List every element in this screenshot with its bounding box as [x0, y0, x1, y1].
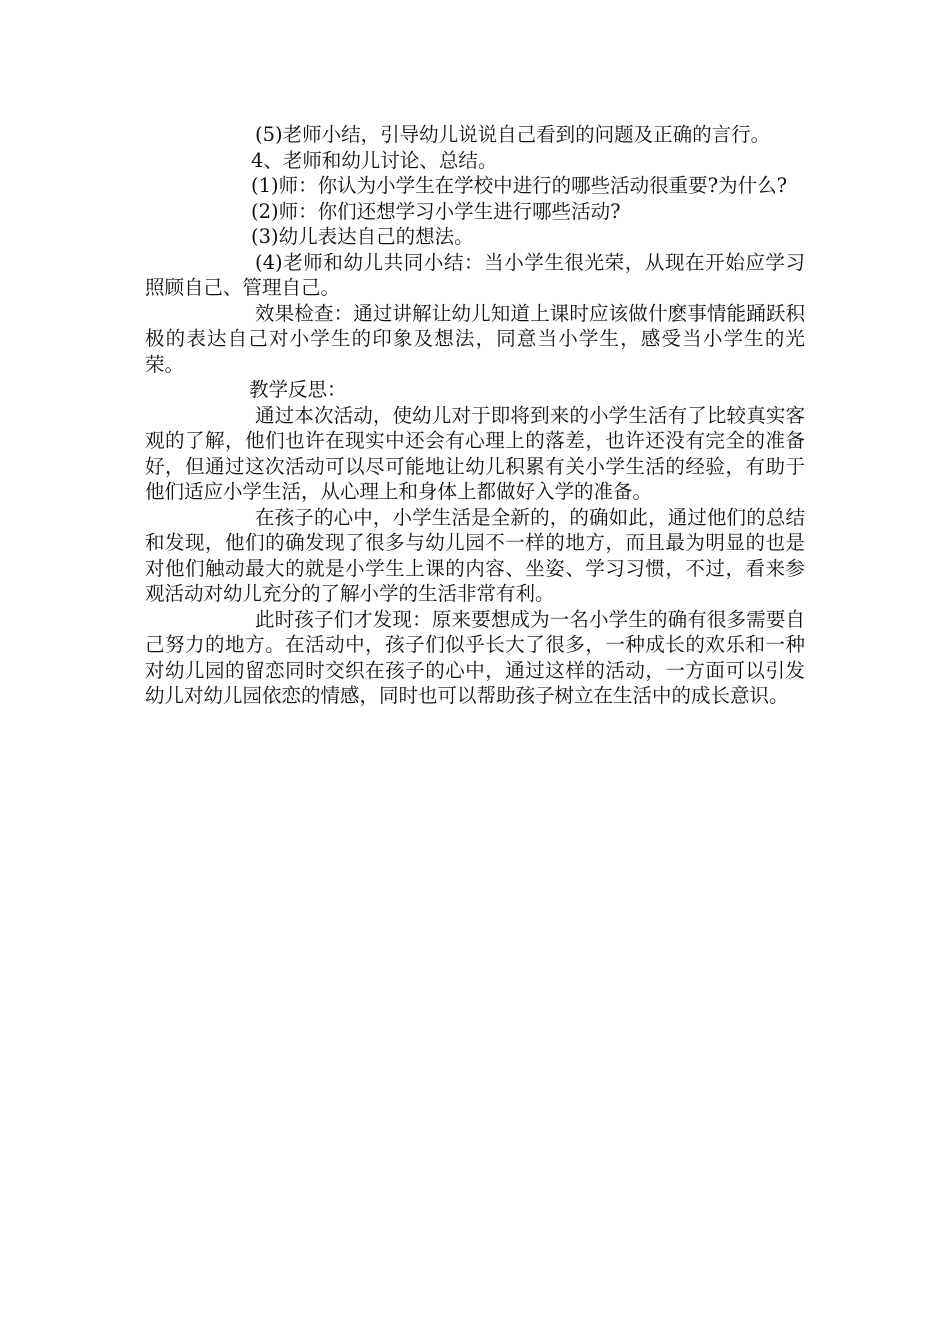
paragraph-children-express-3: (3)幼儿表达自己的想法。: [251, 225, 474, 248]
document-body: [145, 122, 805, 709]
paragraph-reflection-3: 此时孩子们才发现：原来要想成为一名小学生的确有很多需要自己努力的地方。在活动中，孩子们似乎长大了很多，一种成长的欢乐和一种对幼儿园的留恋同时交织在孩子的心中，通过这样的活动，一方面可以引发幼儿对幼儿园依恋的情感，同时也可以帮助孩子树立在生活中的成长意识。: [145, 607, 805, 707]
paragraph-reflection-2: 在孩子的心中，小学生活是全新的，的确如此，通过他们的总结和发现，他们的确发现了很多与幼儿园不一样的地方，而且最为明显的也是对他们触动最大的就是小学生上课的内容、坐姿、学习习惯，不过，看来参观活动对幼儿充分的了解小学的生活非常有利。: [145, 505, 805, 605]
paragraph-effect-check: 效果检查：通过讲解让幼儿知道上课时应该做什麽事情能踊跃积极的表达自己对小学生的印象及想法，同意当小学生，感受当小学生的光荣。: [145, 301, 805, 376]
paragraph-joint-summary-4: (4)老师和幼儿共同小结：当小学生很光荣，从现在开始应学习照顾自己、管理自己。: [145, 250, 805, 299]
paragraph-step-4-heading: 4、老师和幼儿讨论、总结。: [251, 148, 498, 172]
paragraph-question-1: (1)师：你认为小学生在学校中进行的哪些活动很重要?为什么?: [251, 174, 788, 197]
paragraph-reflection-heading: 教学反思：: [249, 378, 347, 401]
paragraph-teacher-summary-5: (5)老师小结，引导幼儿说说自己看到的问题及正确的言行。: [255, 123, 771, 146]
paragraph-question-2: (2)师：你们还想学习小学生进行哪些活动?: [251, 199, 621, 223]
paragraph-reflection-1: 通过本次活动，使幼儿对于即将到来的小学生活有了比较真实客观的了解，他们也许在现实中还会有心理上的落差，也许还没有完全的准备好，但通过这次活动可以尽可能地让幼儿积累有关小学生活的经验，有助于他们适应小学生活，从心理上和身体上都做好入学的准备。: [145, 403, 805, 503]
